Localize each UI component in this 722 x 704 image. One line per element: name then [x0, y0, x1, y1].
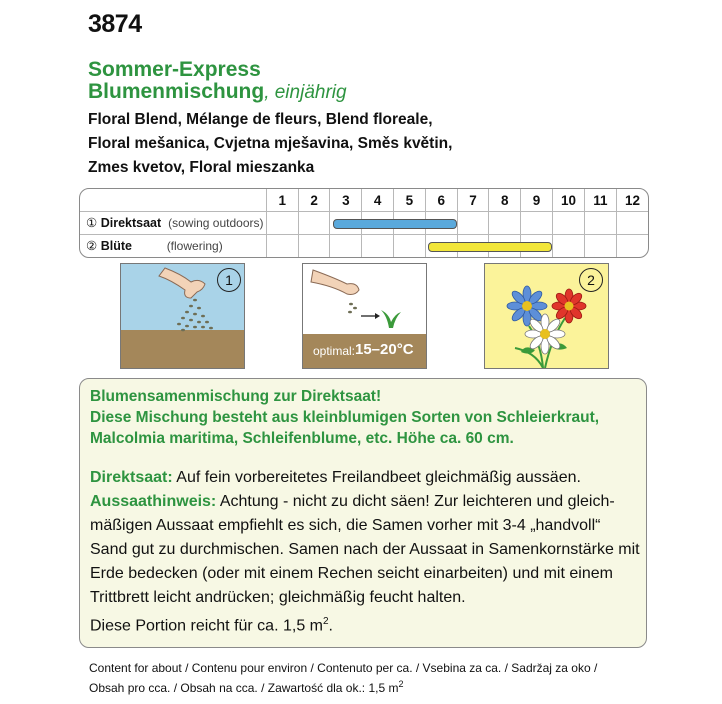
month-header: 10 [552, 189, 584, 212]
portion-text [90, 610, 333, 638]
direktsaat-label: Direktsaat: [90, 469, 173, 486]
temperature-label: optimal: [313, 344, 356, 358]
white-flower [525, 314, 565, 354]
month-header: 7 [457, 189, 489, 212]
step-number-1: 1 [217, 268, 241, 292]
aussaat-line: Erde bedecken (oder mit einem Rechen seicht einarbeiten) und mit einem [90, 565, 613, 582]
month-header: 11 [584, 189, 616, 212]
product-code: 3874 [88, 10, 142, 38]
aussaat-line: Sand gut zu durchmischen. Samen nach der Aussaat in Samenkornstärke mit [90, 541, 640, 558]
month-header: 5 [394, 189, 426, 212]
month-header: 8 [489, 189, 521, 212]
sowing-pictogram [120, 263, 245, 369]
aussaat-line: mäßigen Aussaat empfiehlt es sich, die Samen vorher mit 3-4 „handvoll“ [90, 517, 601, 534]
portion-end: . [328, 617, 333, 635]
month-header: 1 [266, 189, 298, 212]
footer-line-2-text: Obsah pro cca. / Obsah na cca. / Zawartość dla ok.: 1,5 m [89, 681, 399, 695]
sowing-label: Direktsaat [100, 216, 162, 231]
flowering-label-en: (flowering) [166, 239, 223, 254]
aussaat-text-1: Achtung - nicht zu dicht säen! Zur leichteren und gleich- [216, 493, 615, 510]
portion-text-main: Diese Portion reicht für ca. 1,5 m [90, 617, 323, 635]
month-header: 6 [425, 189, 457, 212]
direktsaat-text: Auf fein vorbereitetes Freilandbeet gleichmäßig aussäen. [172, 469, 581, 486]
product-title: Sommer-Express [88, 58, 261, 81]
month-header: 3 [330, 189, 362, 212]
step-number-2: 2 [579, 268, 603, 292]
month-header: 2 [298, 189, 330, 212]
flowering-label: Blüte [100, 239, 132, 254]
calendar-corner [80, 189, 266, 212]
flowering-marker: ② [86, 239, 98, 254]
footer-content [89, 660, 597, 696]
sowing-period-bar [333, 219, 457, 229]
calendar-row-label-flowering [80, 234, 266, 257]
footer-sup: 2 [398, 679, 404, 689]
calendar-row-label-sowing [80, 212, 266, 235]
info-headline-2: Diese Mischung besteht aus kleinblumigen Sorten von Schleierkraut, [90, 409, 600, 426]
translated-name-line-2: Floral mešanica, Cvjetna mješavina, Směs květin, [88, 135, 453, 152]
aussaat-line: Trittbrett leicht andrücken; gleichmäßig feucht halten. [90, 589, 466, 606]
product-subtitle-main: Blumenmischung [88, 80, 265, 103]
aussaat-paragraph-line-1 [90, 490, 615, 514]
aussaat-label: Aussaathinweis: [90, 493, 217, 510]
info-box [79, 378, 647, 648]
month-header: 9 [521, 189, 553, 212]
translated-name-line-1: Floral Blend, Mélange de fleurs, Blend floreale, [88, 111, 433, 128]
translated-name-line-3: Zmes kvetov, Floral mieszanka [88, 159, 315, 176]
sowing-marker: ① [86, 216, 98, 231]
sowing-calendar [79, 188, 649, 258]
red-flower [552, 289, 586, 323]
info-headline-3: Malcolmia maritima, Schleifenblume, etc. Höhe ca. 60 cm. [90, 430, 514, 447]
temperature-value: 15–20°C [355, 341, 414, 358]
info-headline-1: Blumensamenmischung zur Direktsaat! [90, 388, 382, 405]
flowering-period-bar [428, 242, 552, 252]
sowing-label-en: (sowing outdoors) [168, 216, 264, 231]
footer-line-1: Content for about / Contenu pour environ / Contenuto per ca. / Vsebina za ca. / Sadržaj za oko / [89, 661, 598, 675]
portion-sup: 2 [322, 616, 329, 627]
germination-pictogram [302, 263, 427, 369]
direktsaat-paragraph [90, 466, 581, 490]
month-header: 4 [362, 189, 394, 212]
footer-line-2 [89, 676, 597, 696]
product-subtitle [88, 80, 347, 104]
product-lifecycle: , einjährig [264, 82, 347, 103]
month-header: 12 [616, 189, 648, 212]
flowering-pictogram [484, 263, 609, 369]
